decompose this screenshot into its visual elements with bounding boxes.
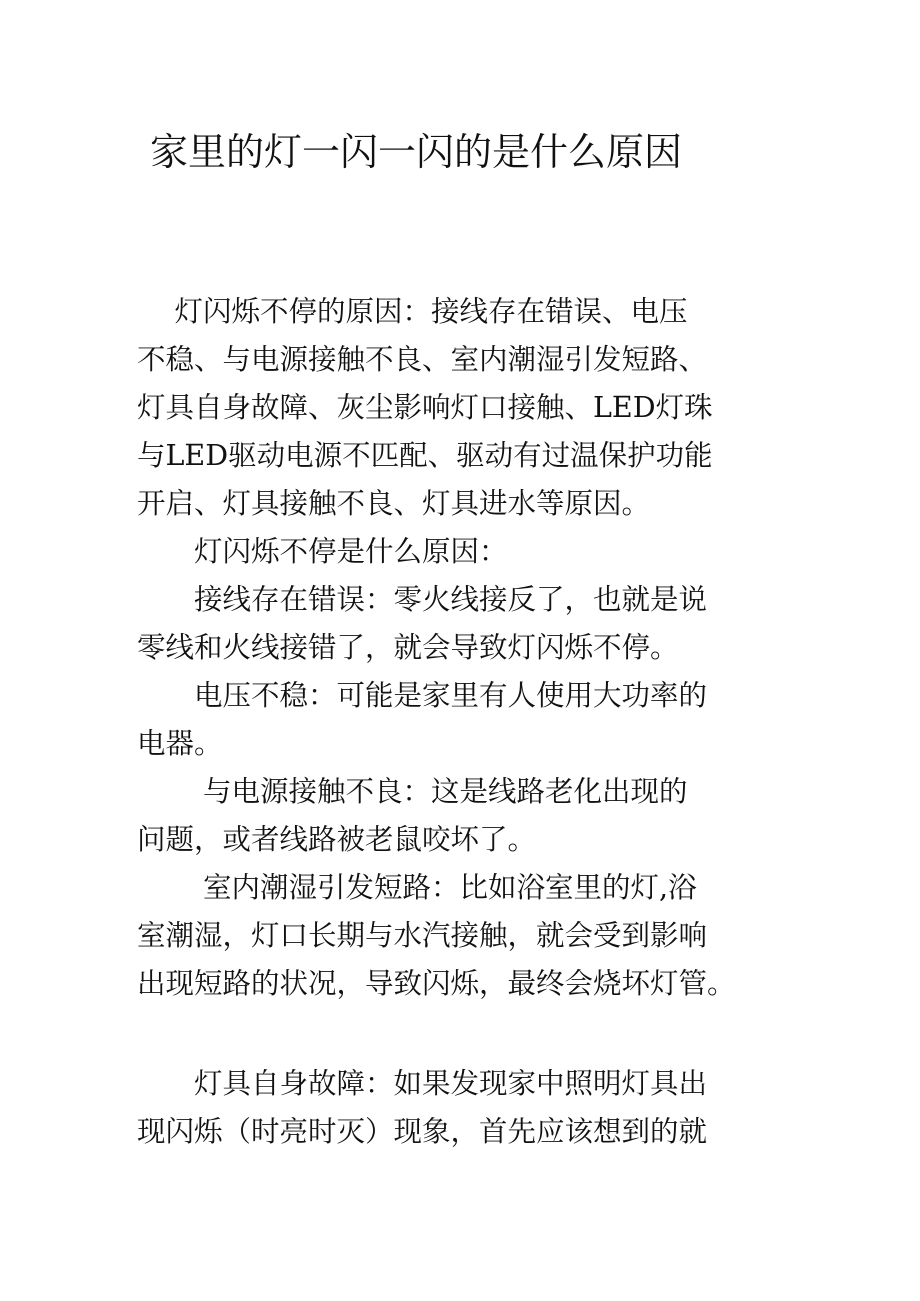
body-line: 接线存在错误：零火线接反了，也就是说 <box>137 583 708 616</box>
body-line: 室内潮湿引发短路：比如浴室里的灯,浴 <box>137 871 697 904</box>
body-line: 灯闪烁不停是什么原因： <box>137 535 508 568</box>
body-line: 灯具自身故障：如果发现家中照明灯具出 <box>137 1067 708 1100</box>
document-title: 家里的灯一闪一闪的是什么原因 <box>150 130 683 174</box>
body-line: 零线和火线接错了，就会导致灯闪烁不停。 <box>137 631 679 664</box>
body-line: 灯具自身故障、灰尘影响灯口接触、LED灯珠 <box>137 391 713 424</box>
body-line: 出现短路的状况，导致闪烁，最终会烧坏灯管。 <box>137 967 736 1000</box>
body-line: 开启、灯具接触不良、灯具进水等原因。 <box>137 487 651 520</box>
body-line: 现闪烁（时亮时灭）现象，首先应该想到的就 <box>137 1115 708 1148</box>
body-line: 灯闪烁不停的原因：接线存在错误、电压 <box>137 295 688 328</box>
body-line: 电器。 <box>137 727 223 760</box>
body-line: 问题，或者线路被老鼠咬坏了。 <box>137 823 537 856</box>
body-line: 室潮湿，灯口长期与水汽接触，就会受到影响 <box>137 919 708 952</box>
body-line: 不稳、与电源接触不良、室内潮湿引发短路、 <box>137 343 708 376</box>
body-line: 电压不稳：可能是家里有人使用大功率的 <box>137 679 708 712</box>
body-line: 与LED驱动电源不匹配、驱动有过温保护功能 <box>137 439 713 472</box>
body-line: 与电源接触不良：这是线路老化出现的 <box>137 775 688 808</box>
